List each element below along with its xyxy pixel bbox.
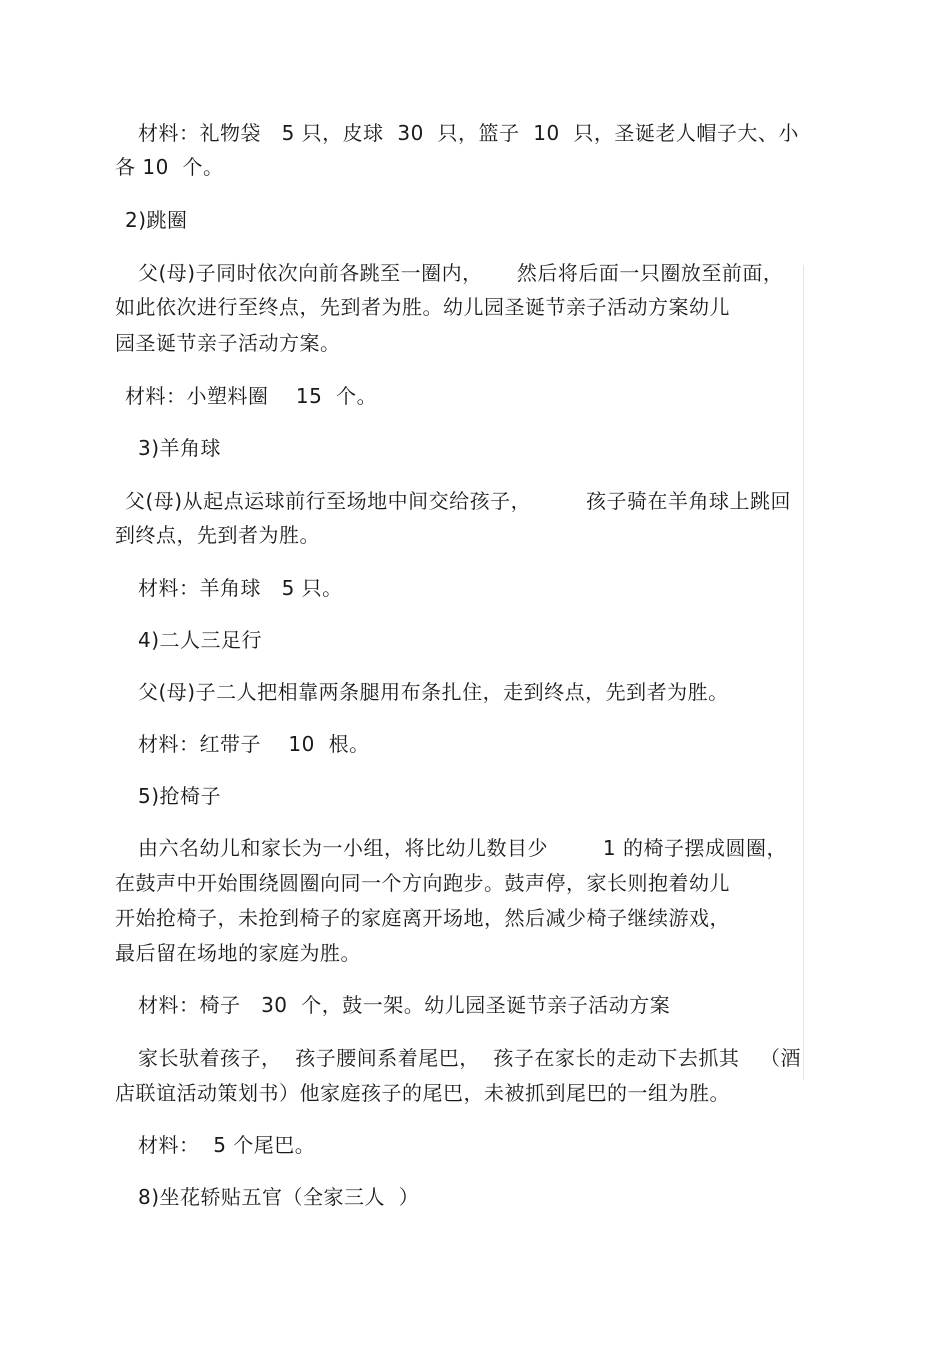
text-line: 店联谊活动策划书）他家庭孩子的尾巴，未被抓到尾巴的一组为胜。 xyxy=(115,1081,730,1105)
page-margin-guide xyxy=(803,265,804,1080)
text-line: 家长驮着孩子， 孩子腰间系着尾巴， 孩子在家长的走动下去抓其 （酒 xyxy=(138,1046,802,1070)
text-line: 材料：红带子 10 根。 xyxy=(138,732,370,756)
text-line: 父(母)子二人把相靠两条腿用布条扎住，走到终点，先到者为胜。 xyxy=(138,680,729,704)
text-line: 由六名幼儿和家长为一小组，将比幼儿数目少 1 的椅子摆成圆圈， xyxy=(138,836,787,860)
section-heading: 8)坐花轿贴五官（全家三人 ） xyxy=(138,1185,420,1209)
section-heading: 3)羊角球 xyxy=(138,436,222,460)
text-line: 在鼓声中开始围绕圆圈向同一个方向跑步。鼓声停，家长则抱着幼儿 xyxy=(115,871,730,895)
text-line: 园圣诞节亲子活动方案。 xyxy=(115,331,341,355)
text-line: 材料：椅子 30 个，鼓一架。幼儿园圣诞节亲子活动方案 xyxy=(138,993,671,1017)
text-line: 如此依次进行至终点，先到者为胜。幼儿园圣诞节亲子活动方案幼儿 xyxy=(115,295,730,319)
text-line: 材料： 5 个尾巴。 xyxy=(138,1133,316,1157)
section-heading: 2)跳圈 xyxy=(125,208,188,232)
text-line: 父(母)从起点运球前行至场地中间交给孩子， 孩子骑在羊角球上跳回 xyxy=(125,489,791,513)
text-line: 材料：羊角球 5 只。 xyxy=(138,576,343,600)
text-line: 到终点，先到者为胜。 xyxy=(115,523,320,547)
section-heading: 5)抢椅子 xyxy=(138,784,222,808)
text-line: 最后留在场地的家庭为胜。 xyxy=(115,941,361,965)
text-line: 开始抢椅子，未抢到椅子的家庭离开场地，然后减少椅子继续游戏， xyxy=(115,906,730,930)
text-line: 各 10 个。 xyxy=(115,155,224,179)
section-heading: 4)二人三足行 xyxy=(138,628,263,652)
text-line: 父(母)子同时依次向前各跳至一圈内， 然后将后面一只圈放至前面， xyxy=(138,261,784,285)
text-line: 材料：礼物袋 5 只，皮球 30 只，篮子 10 只，圣诞老人帽子大、小 xyxy=(138,121,799,145)
text-line: 材料：小塑料圈 15 个。 xyxy=(125,384,378,408)
